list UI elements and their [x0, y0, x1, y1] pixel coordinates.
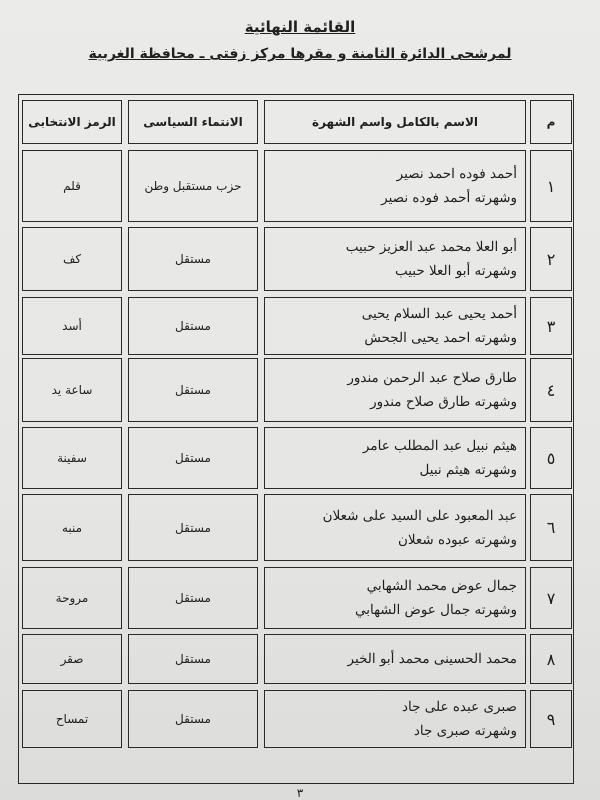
candidate-nickname: وشهرته صبرى جاد — [413, 723, 517, 739]
row-2-symbol: كف — [22, 227, 122, 291]
row-1-symbol: قلم — [22, 150, 122, 222]
row-3-party: مستقل — [128, 297, 258, 355]
row-2-party: مستقل — [128, 227, 258, 291]
row-1-party: حزب مستقبل وطن — [128, 150, 258, 222]
header-party: الانتماء السياسى — [128, 100, 258, 144]
candidate-full-name: أبو العلا محمد عبد العزيز حبيب — [345, 239, 517, 255]
row-8-party: مستقل — [128, 634, 258, 684]
row-7-symbol: مروحة — [22, 567, 122, 629]
row-1-number: ١ — [530, 150, 572, 222]
page-number: ٣ — [296, 786, 304, 800]
row-6-symbol: منبه — [22, 494, 122, 561]
candidate-full-name: أحمد فوده احمد نصير — [396, 166, 517, 182]
title-text: القائمة النهائية — [244, 18, 356, 36]
row-8-number: ٨ — [530, 634, 572, 684]
page-title — [0, 18, 600, 36]
candidate-full-name: عبد المعبود على السيد على شعلان — [322, 507, 517, 524]
row-6-number: ٦ — [530, 494, 572, 561]
header-name: الاسم بالكامل واسم الشهرة — [264, 100, 526, 144]
row-8-name — [264, 634, 526, 684]
candidate-full-name: محمد الحسينى محمد أبو الخير — [347, 651, 517, 667]
candidate-nickname: وشهرته هيثم نبيل — [419, 462, 517, 478]
candidate-full-name: طارق صلاح عبد الرحمن مندور — [347, 370, 517, 386]
row-5-party: مستقل — [128, 427, 258, 489]
candidate-full-name: أحمد يحيى عبد السلام يحيى — [361, 306, 517, 322]
candidate-full-name: هيثم نبيل عبد المطلب عامر — [362, 438, 517, 454]
row-9-symbol: تمساح — [22, 690, 122, 748]
row-6-name — [264, 494, 526, 561]
row-4-name — [264, 358, 526, 422]
row-7-party: مستقل — [128, 567, 258, 629]
row-9-party: مستقل — [128, 690, 258, 748]
row-2-number: ٢ — [530, 227, 572, 291]
row-4-symbol: ساعة يد — [22, 358, 122, 422]
row-7-number: ٧ — [530, 567, 572, 629]
candidate-full-name: صبرى عبده على جاد — [402, 699, 517, 715]
header-number: م — [530, 100, 572, 144]
row-5-name — [264, 427, 526, 489]
candidate-nickname: وشهرته طارق صلاح مندور — [370, 394, 517, 410]
candidate-nickname: وشهرته أحمد فوده نصير — [381, 190, 517, 206]
row-5-number: ٥ — [530, 427, 572, 489]
row-3-number: ٣ — [530, 297, 572, 355]
row-1-name — [264, 150, 526, 222]
subtitle-text: لمرشحى الدائرة الثامنة و مقرها مركز زفتى ـ محافظة الغربية — [88, 46, 512, 62]
row-3-name — [264, 297, 526, 355]
row-4-party: مستقل — [128, 358, 258, 422]
row-7-name — [264, 567, 526, 629]
row-9-name — [264, 690, 526, 748]
row-4-number: ٤ — [530, 358, 572, 422]
candidate-full-name: جمال عوض محمد الشهابي — [366, 578, 517, 594]
page-subtitle — [0, 46, 600, 62]
candidate-nickname: وشهرته جمال عوض الشهابي — [354, 602, 517, 618]
header-symbol: الرمز الانتخابى — [22, 100, 122, 144]
row-6-party: مستقل — [128, 494, 258, 561]
row-3-symbol: أسد — [22, 297, 122, 355]
row-2-name — [264, 227, 526, 291]
row-9-number: ٩ — [530, 690, 572, 748]
row-5-symbol: سفينة — [22, 427, 122, 489]
candidate-nickname: وشهرته احمد يحيى الجحش — [364, 330, 517, 346]
candidate-nickname: وشهرته عبوده شعلان — [397, 531, 517, 548]
row-8-symbol: صقر — [22, 634, 122, 684]
candidate-nickname: وشهرته أبو العلا حبيب — [394, 263, 517, 279]
